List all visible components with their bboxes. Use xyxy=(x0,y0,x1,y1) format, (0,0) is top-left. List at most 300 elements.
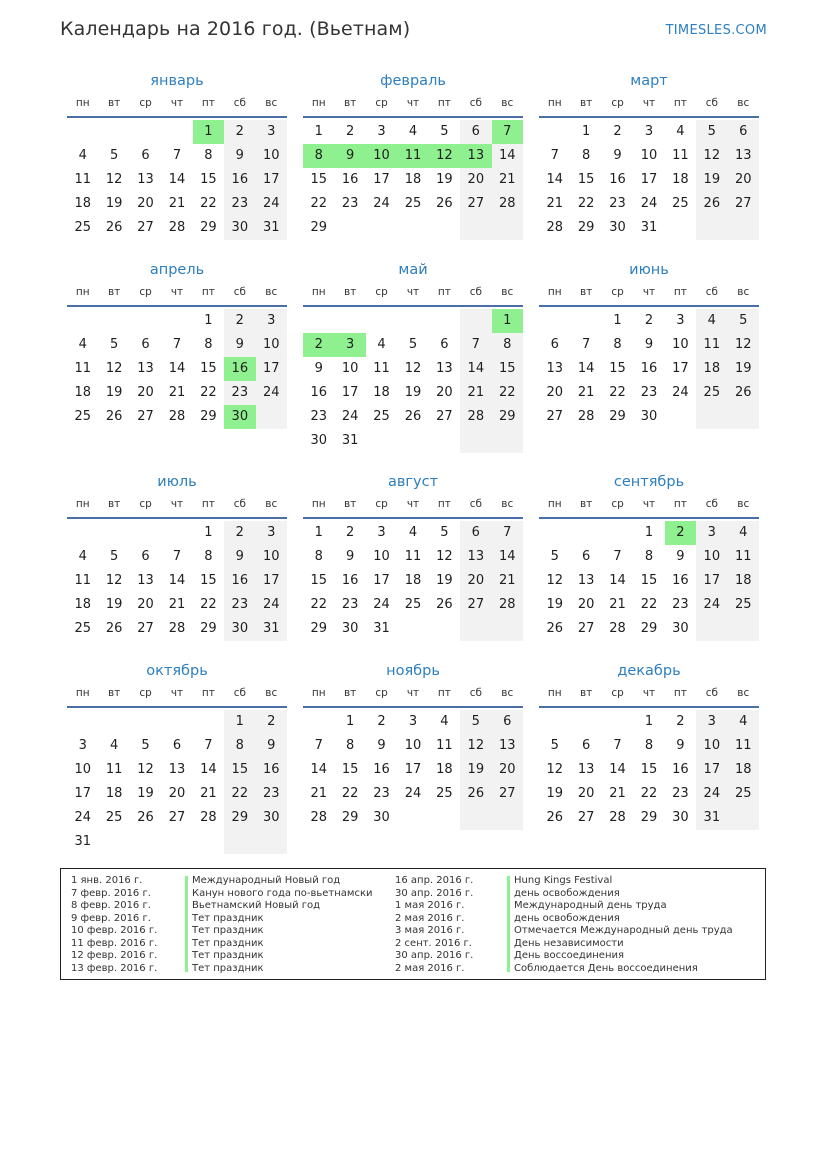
day-cell: 31 xyxy=(256,617,287,641)
empty-cell xyxy=(492,429,523,453)
day-cell: 17 xyxy=(373,172,390,187)
weekday-label: чт xyxy=(170,286,184,298)
day-cell: 5 xyxy=(550,549,559,564)
weekday-label: чт xyxy=(170,97,184,109)
day-cell: 11 xyxy=(672,148,689,163)
day-cell: 29 xyxy=(492,405,523,429)
weekday-label: пн xyxy=(75,286,90,298)
day-cell: 10 xyxy=(256,545,287,569)
day-cell: 17 xyxy=(256,168,287,192)
day-cell: 5 xyxy=(728,309,759,333)
day-cell: 6 xyxy=(581,738,591,753)
day-cell: 19 xyxy=(696,168,727,192)
weekday-label: пт xyxy=(673,97,687,109)
day-cell: 9 xyxy=(644,337,654,352)
weekday-label: пт xyxy=(437,97,451,109)
day-cell: 22 xyxy=(200,597,217,612)
empty-cell xyxy=(256,830,287,854)
weekday-label: пт xyxy=(673,498,687,510)
day-cell: 24 xyxy=(640,196,658,211)
day-cell: 3 xyxy=(334,333,365,357)
weekday-label: пн xyxy=(547,97,562,109)
empty-cell xyxy=(460,617,491,641)
legend-right-names xyxy=(514,875,733,975)
day-cell: 8 xyxy=(204,337,213,352)
day-cell: 1 xyxy=(345,714,355,729)
day-cell: 10 xyxy=(404,738,422,753)
day-cell: 17 xyxy=(373,573,390,588)
day-cell: 22 xyxy=(609,385,626,400)
legend-date: 1 янв. 2016 г. xyxy=(71,875,143,886)
legend-holiday-name: Тет праздник xyxy=(192,962,264,974)
empty-cell xyxy=(98,521,129,545)
empty-cell xyxy=(67,309,98,333)
day-cell: 13 xyxy=(728,144,759,168)
day-cell: 26 xyxy=(105,621,123,636)
legend-date: 9 февр. 2016 г. xyxy=(71,912,151,924)
weekday-label: пн xyxy=(311,687,326,699)
day-cell: 24 xyxy=(696,593,727,617)
weekday-label: вс xyxy=(737,97,750,109)
day-cell: 9 xyxy=(676,549,685,564)
month-1 xyxy=(67,72,287,240)
empty-cell xyxy=(67,120,98,144)
day-cell: 28 xyxy=(546,220,563,235)
weekday-label: ср xyxy=(375,286,388,298)
day-cell: 29 xyxy=(224,806,255,830)
legend-holiday-name: Тет праздник xyxy=(192,950,264,961)
month-6 xyxy=(539,261,759,429)
day-cell: 25 xyxy=(404,196,422,211)
weekday-label: сб xyxy=(469,498,482,510)
day-cell: 3 xyxy=(696,710,727,734)
day-cell: 21 xyxy=(168,597,186,612)
legend-holiday-name: Международный Новый год xyxy=(192,875,341,886)
day-cell: 14 xyxy=(492,144,523,168)
day-cell: 30 xyxy=(256,806,287,830)
day-cell: 3 xyxy=(78,738,87,753)
day-cell: 25 xyxy=(728,782,759,806)
day-cell: 28 xyxy=(609,621,626,636)
weekday-label: вт xyxy=(343,97,357,109)
legend-holiday-name: Тет праздник xyxy=(192,925,264,936)
day-cell: 19 xyxy=(105,597,123,612)
weekday-label: чт xyxy=(642,687,656,699)
day-cell: 16 xyxy=(373,762,390,777)
day-cell: 21 xyxy=(460,381,491,405)
day-cell: 14 xyxy=(460,357,491,381)
empty-cell xyxy=(224,830,255,854)
day-cell: 8 xyxy=(314,549,323,564)
day-cell: 24 xyxy=(341,409,359,424)
day-cell: 4 xyxy=(377,337,386,352)
day-cell: 12 xyxy=(546,573,563,588)
day-cell: 10 xyxy=(341,361,359,376)
day-cell: 24 xyxy=(672,385,689,400)
day-cell: 22 xyxy=(200,196,217,211)
day-cell: 18 xyxy=(436,762,453,777)
day-cell: 12 xyxy=(429,144,460,168)
day-grid xyxy=(303,118,523,240)
day-cell: 19 xyxy=(404,385,422,400)
month-name: февраль xyxy=(380,73,446,89)
day-cell: 9 xyxy=(224,144,255,168)
legend-holiday-name: Тет праздник xyxy=(192,937,264,949)
day-cell: 20 xyxy=(492,758,523,782)
day-cell: 25 xyxy=(728,593,759,617)
day-cell: 8 xyxy=(224,734,255,758)
empty-cell xyxy=(161,830,192,854)
weekday-label: вс xyxy=(501,498,514,510)
day-cell: 9 xyxy=(676,738,685,753)
weekday-label: вс xyxy=(501,97,514,109)
day-cell: 10 xyxy=(640,148,658,163)
day-cell: 20 xyxy=(460,569,491,593)
empty-cell xyxy=(397,309,428,333)
month-name: апрель xyxy=(149,262,205,278)
day-cell: 26 xyxy=(696,192,727,216)
day-cell: 27 xyxy=(460,192,491,216)
day-cell: 11 xyxy=(728,734,759,758)
day-cell: 2 xyxy=(345,525,355,540)
day-cell: 31 xyxy=(640,220,658,235)
day-cell: 30 xyxy=(609,220,626,235)
day-cell: 1 xyxy=(314,525,323,540)
day-cell: 27 xyxy=(168,810,186,825)
day-cell: 1 xyxy=(644,525,654,540)
day-cell: 5 xyxy=(440,525,449,540)
month-name: июнь xyxy=(629,262,669,278)
day-cell: 1 xyxy=(644,714,654,729)
day-cell: 14 xyxy=(577,361,595,376)
day-cell: 24 xyxy=(256,381,287,405)
day-cell: 27 xyxy=(137,621,154,636)
day-cell: 5 xyxy=(550,738,559,753)
weekday-label: вт xyxy=(579,286,593,298)
day-cell: 11 xyxy=(696,333,727,357)
day-cell: 25 xyxy=(74,409,91,424)
day-cell: 20 xyxy=(546,385,563,400)
day-cell: 18 xyxy=(74,196,91,211)
day-cell: 4 xyxy=(78,337,87,352)
weekday-label: пт xyxy=(201,97,215,109)
month-name: май xyxy=(398,262,428,278)
weekday-header xyxy=(539,684,759,708)
weekday-label: вт xyxy=(579,97,593,109)
weekday-header xyxy=(539,495,759,519)
empty-cell xyxy=(98,710,129,734)
weekday-label: вс xyxy=(265,498,278,510)
day-cell: 4 xyxy=(408,525,418,540)
weekday-label: пн xyxy=(547,498,562,510)
empty-cell xyxy=(460,309,491,333)
weekday-label: чт xyxy=(406,97,420,109)
day-cell: 12 xyxy=(105,573,123,588)
day-cell: 15 xyxy=(492,357,523,381)
month-11 xyxy=(303,662,523,830)
empty-cell xyxy=(492,216,523,240)
day-cell: 20 xyxy=(460,168,491,192)
day-cell: 19 xyxy=(546,786,563,801)
day-cell: 22 xyxy=(200,385,217,400)
empty-cell xyxy=(161,309,192,333)
day-cell: 21 xyxy=(168,196,186,211)
legend-date: 2 сент. 2016 г. xyxy=(395,937,472,949)
day-cell: 21 xyxy=(168,385,186,400)
day-cell: 8 xyxy=(644,738,654,753)
legend-date: 30 апр. 2016 г. xyxy=(395,887,474,899)
weekday-label: пт xyxy=(437,687,451,699)
day-grid xyxy=(539,307,759,429)
weekday-header xyxy=(539,283,759,307)
day-cell: 8 xyxy=(345,738,355,753)
day-cell: 30 xyxy=(672,621,689,636)
day-cell: 31 xyxy=(373,621,390,636)
weekday-label: сб xyxy=(469,286,482,298)
day-cell: 11 xyxy=(728,545,759,569)
day-cell: 3 xyxy=(408,714,418,729)
empty-cell xyxy=(193,710,224,734)
weekday-header xyxy=(303,495,523,519)
empty-cell xyxy=(303,710,334,734)
day-cell: 13 xyxy=(546,361,563,376)
day-cell: 11 xyxy=(404,549,422,564)
weekday-label: чт xyxy=(170,687,184,699)
day-cell: 28 xyxy=(609,810,626,825)
empty-cell xyxy=(98,309,129,333)
day-cell: 7 xyxy=(172,337,182,352)
empty-cell xyxy=(397,216,428,240)
day-cell: 23 xyxy=(609,196,626,211)
day-cell: 4 xyxy=(440,714,449,729)
empty-cell xyxy=(460,806,491,830)
day-cell: 23 xyxy=(224,192,255,216)
month-name: октябрь xyxy=(146,663,208,679)
legend-holiday-name: Вьетнамский Новый год xyxy=(192,900,321,911)
day-cell: 7 xyxy=(204,738,213,753)
day-cell: 20 xyxy=(577,786,595,801)
weekday-label: пт xyxy=(201,687,215,699)
day-cell: 15 xyxy=(577,172,595,187)
day-cell: 1 xyxy=(613,313,622,328)
empty-cell xyxy=(397,617,428,641)
empty-cell xyxy=(98,830,129,854)
weekday-label: сб xyxy=(469,687,482,699)
day-cell: 18 xyxy=(696,357,727,381)
weekday-label: ср xyxy=(375,687,388,699)
day-cell: 11 xyxy=(74,172,91,187)
day-cell: 14 xyxy=(168,573,186,588)
weekday-label: чт xyxy=(406,286,420,298)
day-cell: 14 xyxy=(492,545,523,569)
empty-cell xyxy=(539,120,570,144)
day-cell: 10 xyxy=(696,734,727,758)
day-cell: 27 xyxy=(460,593,491,617)
day-cell: 29 xyxy=(640,621,658,636)
month-10 xyxy=(67,662,287,854)
empty-cell xyxy=(728,806,759,830)
day-cell: 8 xyxy=(581,148,591,163)
month-2 xyxy=(303,72,523,240)
day-cell: 11 xyxy=(74,361,91,376)
day-cell: 27 xyxy=(728,192,759,216)
day-cell: 13 xyxy=(137,172,154,187)
day-cell: 16 xyxy=(224,168,255,192)
day-cell: 1 xyxy=(492,309,523,333)
day-cell: 7 xyxy=(613,549,622,564)
day-cell: 7 xyxy=(314,738,323,753)
legend-holiday-name: день освобождения xyxy=(514,912,620,924)
day-cell: 18 xyxy=(728,569,759,593)
legend-holiday-name: Тет праздник xyxy=(192,912,264,924)
month-7 xyxy=(67,473,287,641)
weekday-header xyxy=(67,495,287,519)
empty-cell xyxy=(334,216,365,240)
day-cell: 7 xyxy=(492,120,523,144)
day-cell: 25 xyxy=(672,196,689,211)
day-cell: 8 xyxy=(204,148,213,163)
weekday-label: вс xyxy=(501,286,514,298)
weekday-label: вс xyxy=(501,687,514,699)
legend-date: 10 февр. 2016 г. xyxy=(71,925,158,936)
legend-left-names xyxy=(192,875,373,975)
day-cell: 20 xyxy=(137,597,154,612)
month-name: июль xyxy=(157,474,197,490)
day-cell: 20 xyxy=(137,196,154,211)
day-cell: 17 xyxy=(404,762,422,777)
day-cell: 16 xyxy=(310,385,327,400)
day-cell: 14 xyxy=(168,172,186,187)
weekday-label: вт xyxy=(107,687,121,699)
day-cell: 26 xyxy=(546,621,563,636)
weekday-label: сб xyxy=(469,97,482,109)
day-cell: 7 xyxy=(172,148,182,163)
day-grid xyxy=(303,708,523,830)
day-cell: 29 xyxy=(310,220,327,235)
day-cell: 28 xyxy=(168,621,186,636)
day-cell: 5 xyxy=(440,124,449,139)
day-cell: 28 xyxy=(460,405,491,429)
day-cell: 29 xyxy=(200,621,217,636)
day-cell: 9 xyxy=(314,361,323,376)
empty-cell xyxy=(460,429,491,453)
day-cell: 24 xyxy=(74,810,91,825)
day-cell: 26 xyxy=(105,409,123,424)
day-cell: 28 xyxy=(168,220,186,235)
weekday-label: вт xyxy=(107,498,121,510)
day-cell: 19 xyxy=(105,385,123,400)
empty-cell xyxy=(728,405,759,429)
day-cell: 25 xyxy=(436,786,453,801)
day-cell: 4 xyxy=(728,710,759,734)
day-cell: 9 xyxy=(224,545,255,569)
site-link[interactable]: TIMESLES.COM xyxy=(665,23,767,38)
day-cell: 30 xyxy=(224,216,255,240)
weekday-label: вс xyxy=(737,286,750,298)
day-cell: 9 xyxy=(334,144,365,168)
empty-cell xyxy=(130,521,161,545)
day-grid xyxy=(303,519,523,641)
day-cell: 27 xyxy=(492,782,523,806)
day-cell: 24 xyxy=(696,782,727,806)
weekday-label: вс xyxy=(737,498,750,510)
day-cell: 23 xyxy=(256,782,287,806)
day-cell: 14 xyxy=(546,172,563,187)
day-cell: 15 xyxy=(609,361,626,376)
day-cell: 9 xyxy=(256,734,287,758)
day-cell: 4 xyxy=(696,309,727,333)
legend-right-dates xyxy=(395,875,473,975)
day-grid xyxy=(539,118,759,240)
day-cell: 6 xyxy=(581,549,591,564)
day-cell: 22 xyxy=(310,196,327,211)
empty-cell xyxy=(366,309,397,333)
day-cell: 28 xyxy=(168,409,186,424)
day-cell: 21 xyxy=(577,385,595,400)
weekday-label: чт xyxy=(642,498,656,510)
empty-cell xyxy=(665,405,696,429)
day-cell: 31 xyxy=(341,433,359,448)
day-cell: 26 xyxy=(436,597,453,612)
month-12 xyxy=(539,662,759,830)
day-cell: 22 xyxy=(492,381,523,405)
day-cell: 19 xyxy=(546,597,563,612)
day-cell: 12 xyxy=(460,734,491,758)
day-cell: 27 xyxy=(436,409,453,424)
legend-date: 7 февр. 2016 г. xyxy=(71,887,151,899)
month-name: ноябрь xyxy=(386,663,440,679)
day-cell: 17 xyxy=(341,385,359,400)
weekday-label: пт xyxy=(673,286,687,298)
weekday-label: чт xyxy=(642,97,656,109)
day-cell: 22 xyxy=(224,782,255,806)
weekday-label: чт xyxy=(406,687,420,699)
legend-holiday-name: День независимости xyxy=(514,937,624,949)
day-cell: 29 xyxy=(200,409,217,424)
day-cell: 6 xyxy=(141,148,150,163)
weekday-label: пн xyxy=(547,286,562,298)
day-cell: 18 xyxy=(74,385,91,400)
empty-cell xyxy=(303,309,334,333)
empty-cell xyxy=(130,120,161,144)
weekday-label: ср xyxy=(139,97,152,109)
day-cell: 15 xyxy=(640,573,658,588)
day-cell: 16 xyxy=(224,569,255,593)
weekday-label: сб xyxy=(705,97,718,109)
day-cell: 16 xyxy=(256,758,287,782)
day-cell: 10 xyxy=(256,333,287,357)
empty-cell xyxy=(429,309,460,333)
weekday-label: пт xyxy=(437,498,451,510)
day-cell: 8 xyxy=(644,549,654,564)
day-grid xyxy=(67,519,287,641)
day-cell: 28 xyxy=(492,192,523,216)
day-cell: 21 xyxy=(609,597,626,612)
day-cell: 22 xyxy=(640,597,658,612)
day-cell: 23 xyxy=(224,381,255,405)
day-cell: 29 xyxy=(341,810,359,825)
weekday-header xyxy=(67,283,287,307)
weekday-label: пн xyxy=(311,498,326,510)
day-cell: 1 xyxy=(204,525,213,540)
day-cell: 20 xyxy=(137,385,154,400)
day-cell: 18 xyxy=(105,786,123,801)
day-cell: 6 xyxy=(172,738,182,753)
weekday-label: сб xyxy=(233,687,246,699)
day-cell: 14 xyxy=(310,762,327,777)
day-cell: 13 xyxy=(168,762,186,777)
weekday-label: ср xyxy=(611,498,624,510)
